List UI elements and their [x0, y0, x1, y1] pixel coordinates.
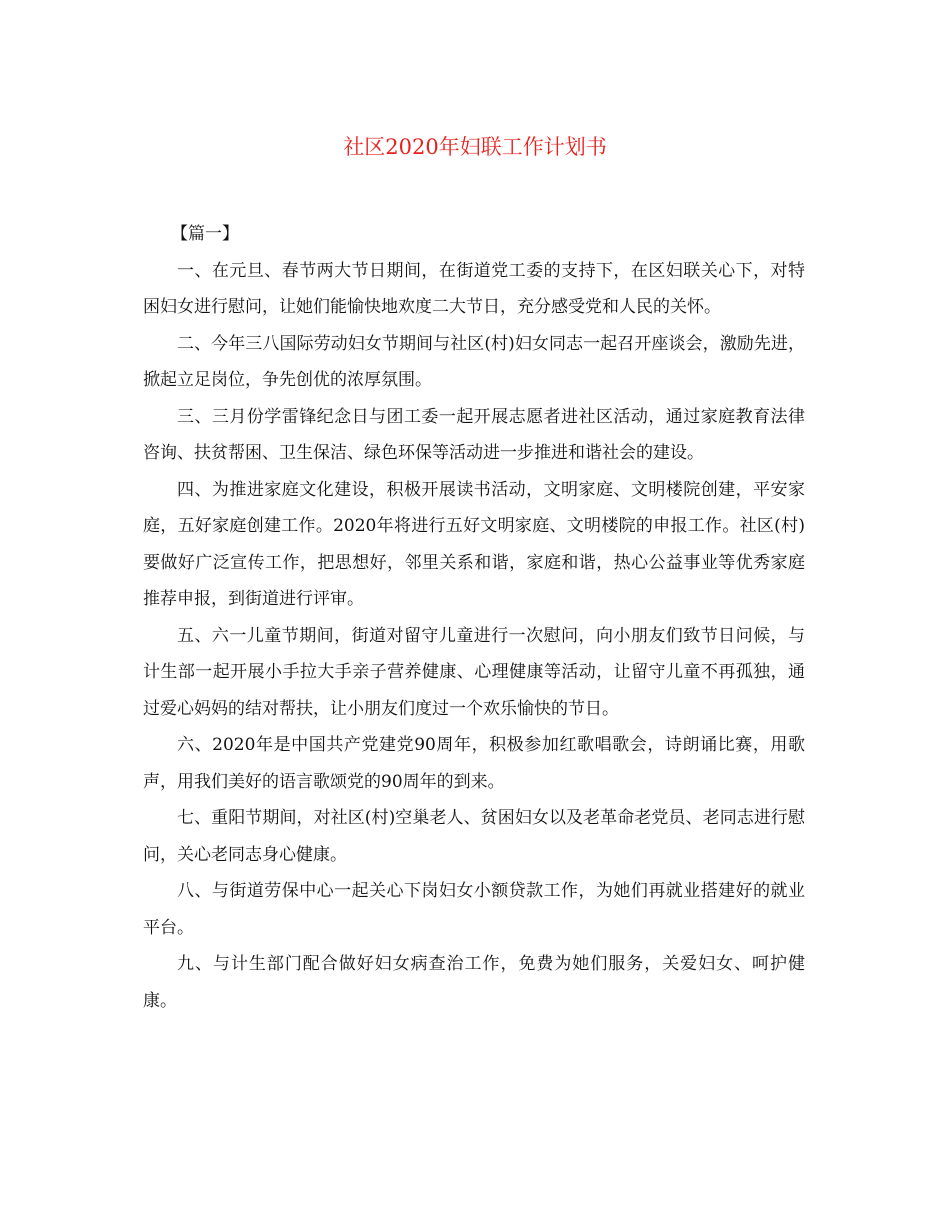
paragraph: 九、与计生部门配合做好妇女病查治工作，免费为她们服务，关爱妇女、呵护健康。: [143, 954, 805, 1011]
document-body: [143, 216, 805, 1019]
paragraph: 三、三月份学雷锋纪念日与团工委一起开展志愿者进社区活动，通过家庭教育法律咨询、扶贫帮困、卫生保洁、绿色环保等活动进一步推进和谐社会的建设。: [143, 406, 805, 463]
paragraph: 六、2020年是中国共产党建党90周年，积极参加红歌唱歌会，诗朗诵比赛，用歌声，用我们美好的语言歌颂党的90周年的到来。: [143, 735, 805, 792]
paragraph: 四、为推进家庭文化建设，积极开展读书活动，文明家庭、文明楼院创建，平安家庭，五好家庭创建工作。2020年将进行五好文明家庭、文明楼院的申报工作。社区(村)要做好广泛宣传工作，把思想好，邻里关系和谐，家庭和谐，热心公益事业等优秀家庭推荐申报，到街道进行评审。: [143, 479, 805, 609]
paragraph: 二、今年三八国际劳动妇女节期间与社区(村)妇女同志一起召开座谈会，激励先进，掀起立足岗位，争先创优的浓厚氛围。: [143, 333, 805, 390]
paragraph: 七、重阳节期间，对社区(村)空巢老人、贫困妇女以及老革命老党员、老同志进行慰问，关心老同志身心健康。: [143, 808, 805, 865]
section-label: 【篇一】: [171, 224, 239, 244]
paragraph: 五、六一儿童节期间，街道对留守儿童进行一次慰问，向小朋友们致节日问候，与计生部一起开展小手拉大手亲子营养健康、心理健康等活动，让留守儿童不再孤独，通过爱心妈妈的结对帮扶，让小朋友们度过一个欢乐愉快的节日。: [143, 625, 805, 719]
paragraph: 一、在元旦、春节两大节日期间，在街道党工委的支持下，在区妇联关心下，对特困妇女进行慰问，让她们能愉快地欢度二大节日，充分感受党和人民的关怀。: [143, 260, 805, 317]
paragraph: 八、与街道劳保中心一起关心下岗妇女小额贷款工作，为她们再就业搭建好的就业平台。: [143, 881, 805, 938]
document-title: 社区2020年妇联工作计划书: [343, 135, 607, 159]
